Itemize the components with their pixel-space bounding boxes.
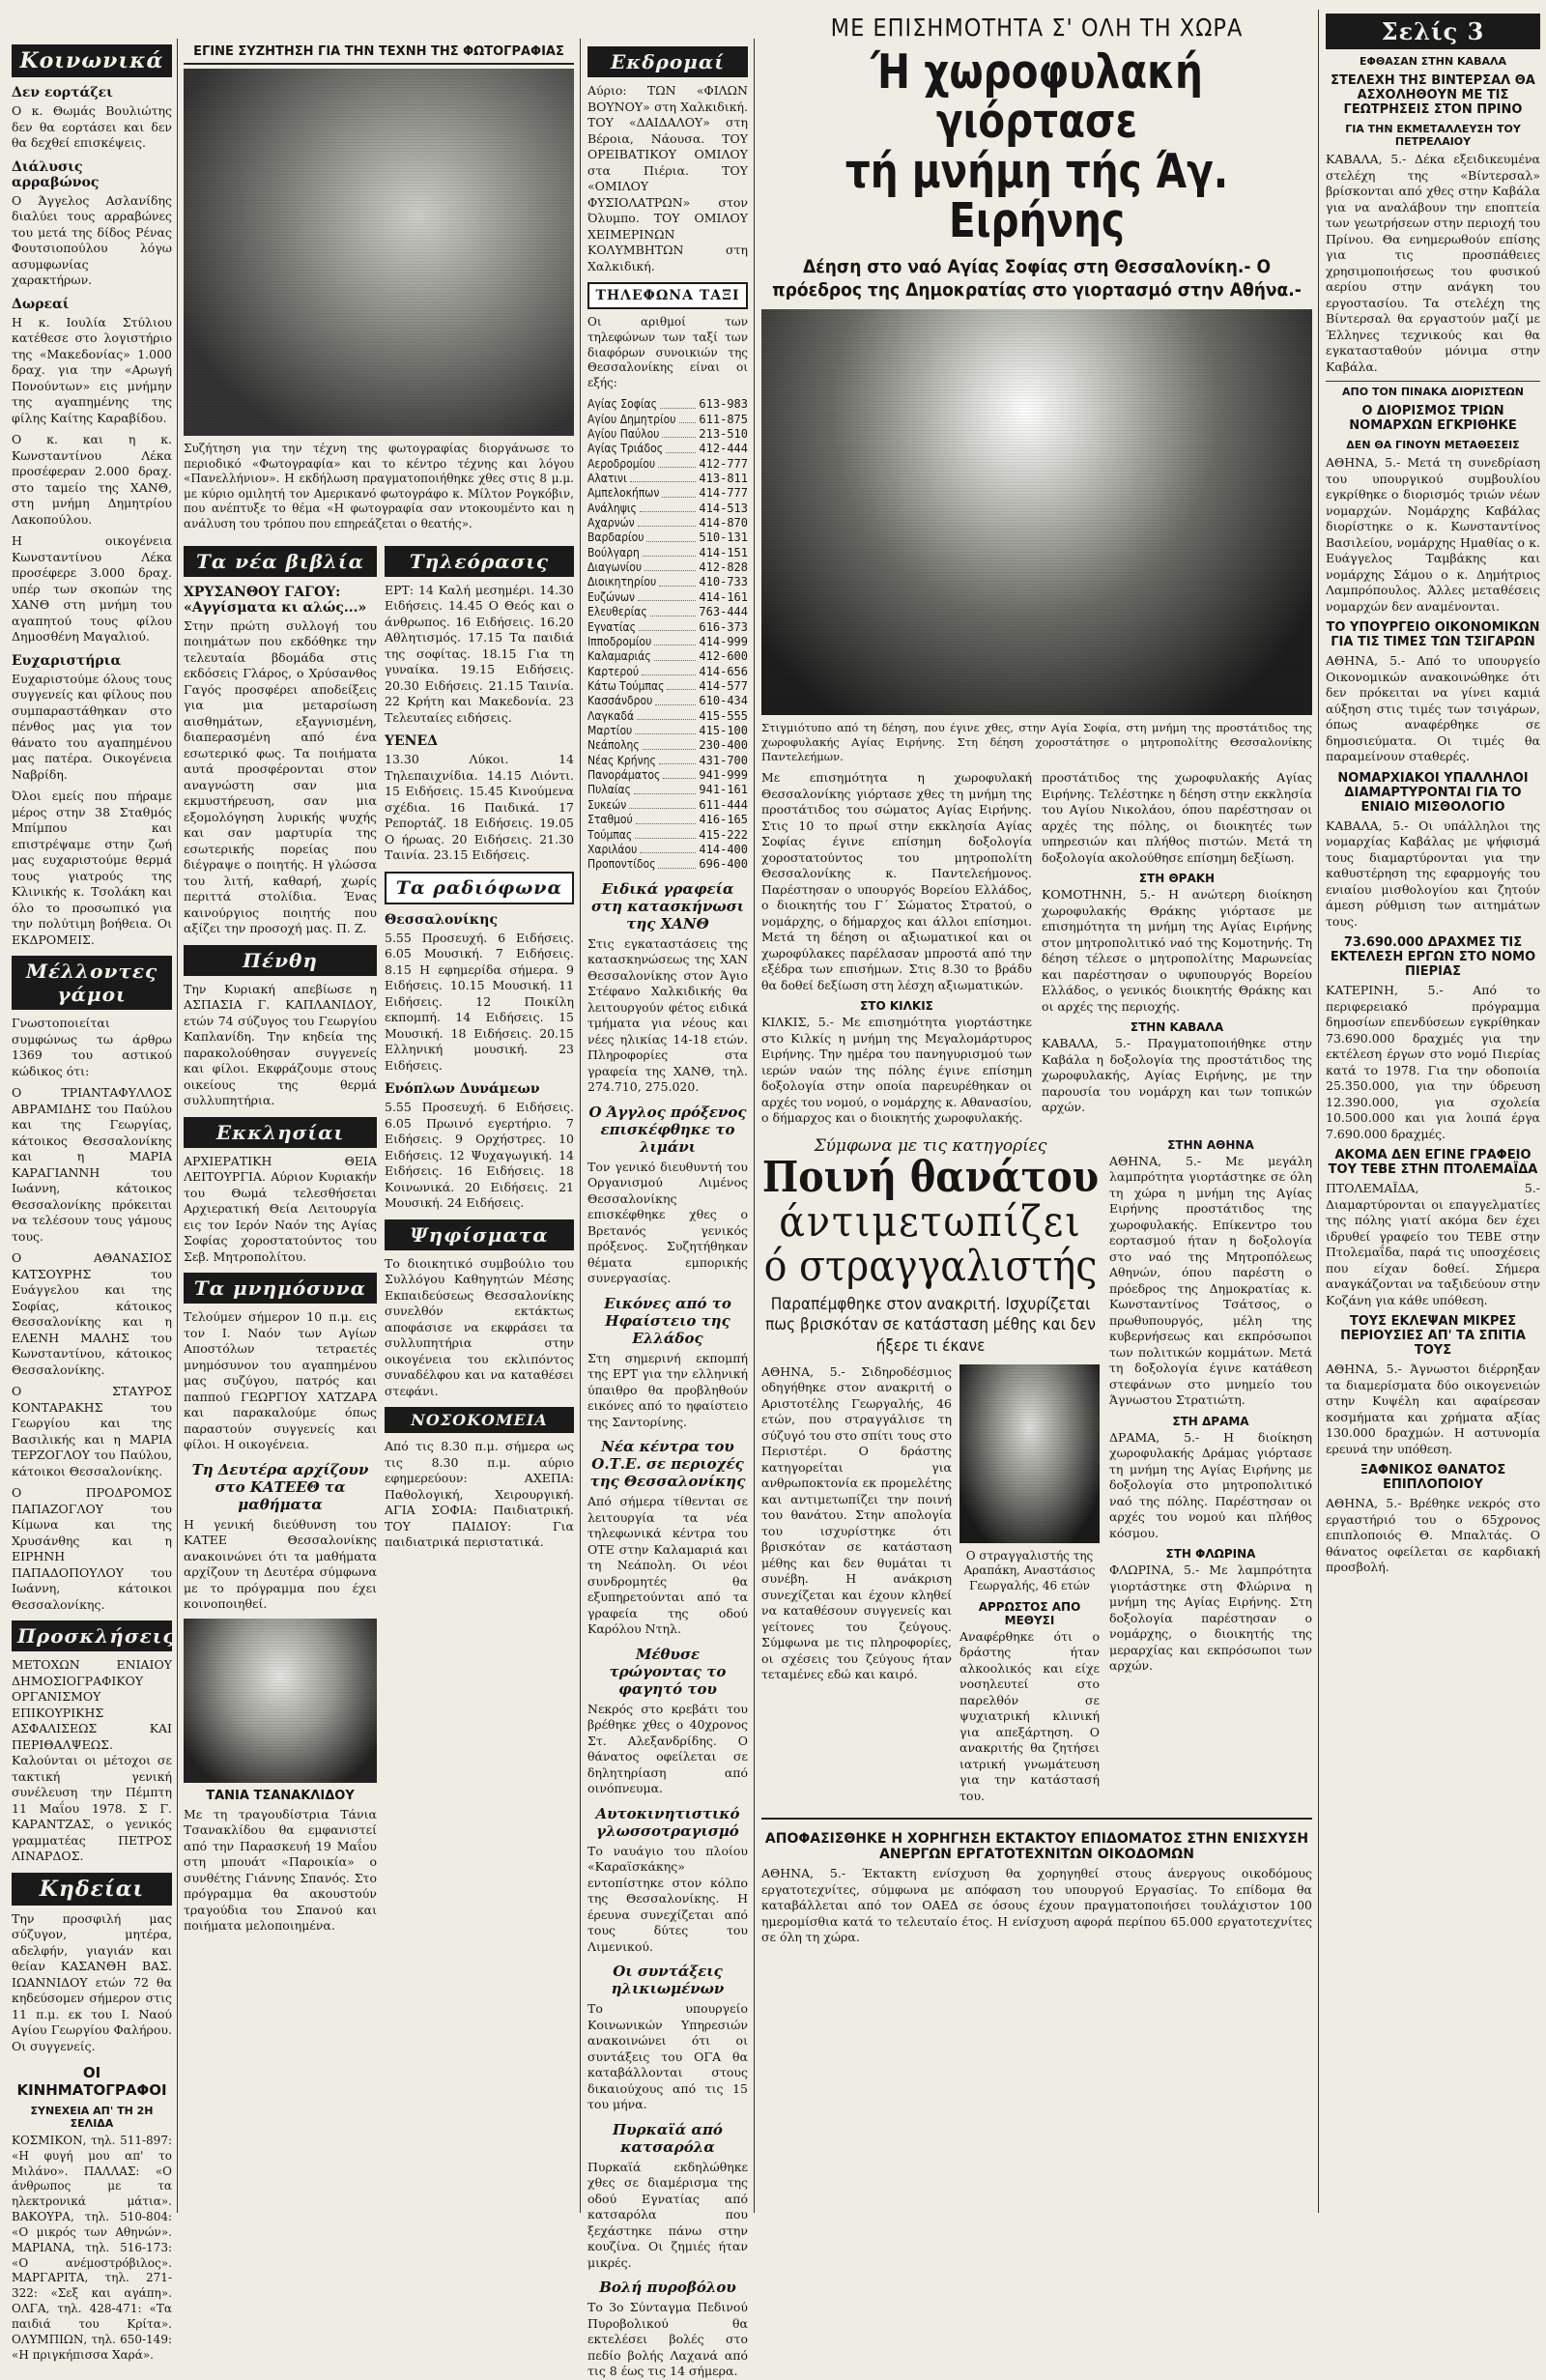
column-rule [177,39,178,2213]
taxi-phone-row [587,857,748,872]
taxi-area-name: Εγνατίας [587,619,636,634]
taxi-phone-row [587,724,748,738]
taxi-phone-row [587,694,748,708]
notice-body: Στη σημερινή εκπομπή της ΕΡΤ για την ελληνική ύπαιθρο θα προβληθούν εικόνες από το ηφαίστειο της Σαντορίνης. [587,1350,748,1429]
taxi-area-name: Σταθμού [587,813,633,827]
taxi-area-name: Ιπποδρομίου [587,634,652,648]
column-rule [580,39,581,2213]
taxi-phone-number: 213-510 [699,426,748,441]
main-body-b: προστάτιδος της χωροφυλακής Αγίας Ειρήνης. Τελέστηκε η δέηση στην εκκλησία του Αγίου Νικολάου, όπου παρέστησαν οι αρχές της πόλης, οι διοικητές των υπηρεσιών και πλήθος πιστών. Μετά τη δοξολογία ακολούθησε επίσημη δεξίωση. [1042,770,1312,865]
taxi-area-name: Ανάληψις [587,501,637,515]
taxi-area-name: Αγίου Δημητρίου [587,412,676,426]
section-banner-weddings: Μέλλοντες γάμοι [12,956,172,1010]
taxi-phone-number: 412-828 [699,560,748,575]
taxi-phone-row [587,502,748,516]
dot-leader [635,724,696,734]
dot-leader [643,546,697,557]
story-kicker: ΕΦΘΑΣΑΝ ΣΤΗΝ ΚΑΒΑΛΑ [1359,55,1506,68]
taxi-area-name: Μαρτίου [587,724,633,738]
dot-leader [642,665,696,675]
notice-title: Πυρκαϊά από κατσαρόλα [613,2120,723,2156]
taxi-phone-row [587,530,748,545]
notice-title: Οι συντάξεις ηλικιωμένων [611,1963,725,1998]
dot-leader [662,486,696,497]
forces-radio-title: Ενόπλων Δυνάμεων [385,1081,540,1098]
dot-leader [658,857,696,868]
section-banner-memorials: Τα μνημόσυνα [184,1273,377,1304]
kavala-body: ΚΑΒΑΛΑ, 5.- Πραγματοποιήθηκε στην Καβάλα η δοξολογία της προστάτιδος της χωροφυλακής, Αγίας Ειρήνης, με την παρουσία του νομάρχη και των τοπικών αρχών. [1042,1036,1312,1115]
taxi-phone-row [587,442,748,456]
kilkis-dateline: ΣΤΟ ΚΙΛΚΙΣ [860,999,933,1014]
taxi-area-name: Συκεών [587,797,627,812]
main-subhead: Δέηση στο ναό Αγίας Σοφίας στη Θεσσαλονίκη.- Ο πρόεδρος της Δημοκρατίας στο γιορτασμό στην Αθήνα.- [772,255,1302,301]
item-body: Ο ΑΘΑΝΑΣΙΟΣ ΚΑΤΣΟΥΡΗΣ του Ευάγγελου και της Σοφίας, κάτοικος Θεσσαλονίκης και η ΕΛΕΝΗ ΜΑΛΗΣ του Κωνσταντίνου, κάτοικος Θεσσαλονίκης. [12,1250,172,1377]
suspect-caption: Ο στραγγαλιστής της Αραπάκη, Αναστάσιος Γεωργαλής, 46 ετών [963,1548,1096,1593]
florina-dateline: ΣΤΗ ΦΛΩΡΙΝΑ [1165,1547,1256,1562]
dot-leader [654,649,697,660]
taxi-area-name: Αεροδρομίου [587,456,656,471]
taxi-area-name: Καρτερού [587,664,640,678]
notice-title: Βολή πυροβόλου [599,2279,736,2297]
main-headline-line1: Ή χωροφυλακή γιόρτασε [871,44,1203,150]
taxi-phone-number: 413-811 [699,471,748,485]
photo-caption: Συζήτηση για την τέχνη της φωτογραφίας διοργάνωσε το περιοδικό «Φωτογραφία» και το κέντρο τέχνης και λόγου «Πανελλήνιον». Η εκδήλωση πραγματοποιήθηκε χθες στις 8 μ.μ. με κύριο ομιλητή τον Αμερικανό φωτογράφο κ. Μίλτον Ρογκόβιν, που ανέπτυξε το θέμα «Η φωτογραφία σαν ντοκουμέντο και η ανάλυση του τρόπου που επηρεάζεται ο θεατής». [184,442,574,530]
column-three [587,39,748,2379]
taxi-phone-number: 416-165 [699,813,748,827]
taxi-area-name: Αλατινι [587,471,627,485]
main-headline-line2: τή μνήμη τής Άγ. Ειρήνης [845,143,1229,249]
photo-article-heading: ΕΓΙΝΕ ΣΥΖΗΤΗΣΗ ΓΙΑ ΤΗΝ ΤΕΧΝΗ ΤΗΣ ΦΩΤΟΓΡΑΦΙΑΣ [184,44,574,65]
excursions-body: Αύριο: ΤΩΝ «ΦΙΛΩΝ ΒΟΥΝΟΥ» στη Χαλκιδική. ΤΟΥ «ΔΑΙΔΑΛΟΥ» στη Βέροια, Νάουσα. ΤΟΥ ΟΡΕΙΒΑΤΙΚΟΥ ΟΜΙΛΟΥ στα Πιέρια. ΤΟΥ «ΟΜΙΛΟΥ ΦΥΣΙΟΛΑΤΡΩΝ» στον Όλυμπο. ΤΟΥ ΟΜΙΛΟΥ ΧΕΙΜΕΡΙΝΩΝ ΚΟΛΥΜΒΗΤΩΝ στη Χαλκιδική. [587,83,748,273]
athens-dateline: ΣΤΗΝ ΑΘΗΝΑ [1167,1137,1254,1152]
taxi-area-name: Νεάπολης [587,738,640,753]
kilkis-body: ΚΙΛΚΙΣ, 5.- Με επισημότητα γιορτάστηκε στο Κιλκίς η μνήμη της Μεγαλομάρτυρος Ειρήνης. Την ημέρα του πανηγυρισμού των ιερών ναών της πόλης έγινε επίσημη δοξολογία στην οποία παρευρέθηκαν οι αρχές του νομού, ο νομάρχης κ. Αθανασίου, ο δήμαρχος και ο διοικητής χωροφυλακής. [761,1015,1032,1126]
item-body: ΜΕΤΟΧΩΝ ΕΝΙΑΙΟΥ ΔΗΜΟΣΙΟΓΡΑΦΙΚΟΥ ΟΡΓΑΝΙΣΜΟΥ ΕΠΙΚΟΥΡΙΚΗΣ ΑΣΦΑΛΙΣΕΩΣ ΚΑΙ ΠΕΡΙΘΑΛΨΕΩΣ. Καλούνται οι μέτοχοι σε τακτική γενική συνέλευση την Πέμπτη 11 Μαΐου 1978. Σ Γ. ΚΑΡΑΝΤΖΑΣ, ο γενικός γραμματέας ΠΕΤΡΟΣ ΛΙΝΑΡΔΟΣ. [12,1657,172,1863]
aid-body: ΑΘΗΝΑ, 5.- Έκτακτη ενίσχυση θα χορηγηθεί στους άνεργους οικοδόμους εργατοτεχνίτες, σύμφωνα με απόφαση του υπουργού Εργασίας. Το επίδομα θα καταβάλλεται από τον ΟΑΕΔ σε όσους έχουν πραγματοποιήσει τουλάχιστον 100 ημερομίσθια κατά το τελευταίο έτος. Η ενίσχυση αφορά περίπου 65.000 εργατοτεχνίτες σε όλη τη χώρα. [761,1866,1312,1945]
taxi-phone-row [587,590,748,605]
story-body: ΚΑΒΑΛΑ, 5.- Οι υπάλληλοι της νομαρχίας Καβάλας με ψήφισμά τους διαμαρτύρονται για την καθυστέρηση της εφαρμογής του ενιαίου μισθολογίου και ζητούν άμεση ρύθμιση των αιτημάτων τους. [1326,817,1540,929]
story-body: ΚΑΤΕΡΙΝΗ, 5.- Από το περιφερειακό πρόγραμμα δημοσίων επενδύσεων εγκρίθηκαν 73.690.000 δραχμές για την εκτέλεση έργων στο νομό Πιερίας κατά το 1978. Για την οδοποιία 25.350.000, για την ύδρευση 12.390.000, για σχολεία 10.500.000 και για λοιπά έργα 7.690.000 δραχμές. [1326,983,1540,1141]
death-kicker: Σύμφωνα με τις κατηγορίες [814,1135,1047,1156]
taxi-phone-row [587,560,748,575]
taxi-area-name: Αγίου Παύλου [587,426,660,441]
dot-leader [644,560,696,571]
singer-portrait [184,1619,377,1783]
taxi-phone-number: 941-161 [699,783,748,797]
taxi-phone-row [587,813,748,827]
right-column [1326,14,1540,2213]
portrait-name: ΤΑΝΙΑ ΤΣΑΝΑΚΛΙΔΟΥ [206,1788,355,1803]
dot-leader [643,738,697,749]
yened-schedule: 13.30 Λύκοι. 14 Τηλεπαιχνίδια. 14.15 Λιόντι. 15 Ειδήσεις. 15.45 Κινούμενα σχέδια. 16 Παιδικά. 17 Ρεπορτάζ. 18 Ειδήσεις. 19.05 Ο ήρωας. 20 Ειδήσεις. 21.30 Ταινία. 23.15 Ειδήσεις. [385,752,574,863]
dot-leader [629,798,696,809]
section-banner-television: Τηλεόρασις [385,546,574,577]
taxi-phone-number: 230-400 [699,738,748,753]
story-body: ΚΑΒΑΛΑ, 5.- Δέκα εξειδικευμένα στελέχη της «Βίντερσαλ» βρίσκονται από χθες στην Καβάλα για να αναλάβουν την εποπτεία των γεωτρήσεων στην περιοχή του Πρίνου. Θα ενημερωθούν επίσης για τις προσπάθειες χρησιμοποιήσεως του φυσικού αερίου στην ανάγκη του εργοστασίου. Τα στελέχη της Βίντερσαλ θα εργαστούν μαζί με Έλληνες τεχνικούς και θα εγκατασταθούν μόνιμα στην Καβάλα. [1326,152,1540,374]
notice-body: Τον γενικό διευθυντή του Οργανισμού Λιμένος Θεσσαλονίκης επισκέφθηκε χθες ο Βρετανός γενικός πρόξενος. Συζητήθηκαν θέματα εμπορικής συνεργασίας. [587,1159,748,1286]
taxi-area-name: Τούμπας [587,827,633,842]
dot-leader [659,754,697,764]
dot-leader [654,635,696,645]
dot-leader [659,575,696,586]
taxi-phone-row [587,649,748,664]
story-body: ΑΘΗΝΑ, 5.- Βρέθηκε νεκρός στο εργαστήριό του ο 65χρονος επιπλοποιός Θ. Μπαλτάς. Ο θάνατος οφείλεται σε καρδιακή προσβολή. [1326,1496,1540,1574]
forces-radio-schedule: 5.55 Προσευχή. 6 Ειδήσεις. 6.05 Πρωινό εγερτήριο. 7 Ειδήσεις. 9 Ορχήστρες. 10 Ειδήσεις. 12 Ψυχαγωγική. 14 Ειδήσεις. 16 Ειδήσεις. 18 Κοινωνικά. 20 Ειδήσεις. 21 Μουσική. 24 Ειδήσεις. [385,1100,574,1211]
notice-title: Ειδικά γραφεία στη κατασκήνωσι της ΧΑΝΘ [591,879,744,932]
dot-leader [679,413,697,423]
taxi-phone-number: 415-222 [699,827,748,842]
taxi-phone-number: 696-400 [699,857,748,872]
drama-dateline: ΣΤΗ ΔΡΑΜΑ [1172,1414,1249,1428]
taxi-area-name: Ελευθερίας [587,605,647,619]
taxi-phone-number: 414-656 [699,664,748,678]
taxi-phone-number: 510-131 [699,530,748,545]
dot-leader [636,813,697,823]
cinema-listings: ΚΟΣΜΙΚΟΝ, τηλ. 511-897: «Η φυγή μου απ' το Μιλάνο». ΠΑΛΛΑΣ: «Ο άνθρωπος με τα ηλεκτρονικά μάτια». ΒΑΚΟΥΡΑ, τηλ. 510-804: «Ο μικρός των Αθηνών». ΜΑΡΙΑΝΑ, τηλ. 516-173: «Ο ανέμοστρόβιλος». ΜΑΡΓΑΡΙΤΑ, τηλ. 271-322: «Σεξ και αγάπη». ΟΛΓΑ, τηλ. 428-471: «Τα παιδιά του Κρίτα». ΟΛΥΜΠΙΩΝ, τηλ. 650-149: «Η πριγκήπισσα Χαρά». [12,2134,172,2362]
taxi-area-name: Αγίας Τριάδος [587,442,664,456]
book-title: ΧΡΥΣΑΝΘΟΥ ΓΑΓΟΥ: «Αγγίσματα κι αλώς...» [184,584,367,616]
taxi-area-name: Αχαρνών [587,516,635,530]
radio-schedule: 5.55 Προσευχή. 6 Ειδήσεις. 6.05 Μουσική. 7 Ειδήσεις. 8.15 Η εφημερίδα σήμερα. 9 Ειδήσεις. 10.15 Μουσική. 11 Ειδήσεις. 12 Ποικίλη εκπομπή. 14 Ειδήσεις. 15 Μουσική. 18 Ειδήσεις. 20.15 Ελληνική μουσική. 23 Ειδήσεις. [385,930,574,1073]
taxi-area-name: Κάτω Τούμπας [587,678,665,693]
taxi-area-name: Χαριλάου [587,842,638,856]
athens-body: ΑΘΗΝΑ, 5.- Με μεγάλη λαμπρότητα γιορτάστηκε σε όλη τη χώρα η μνήμη της Αγίας Ειρήνης προστάτιδος της χωροφυλακής. Επίκεντρο του εορτασμού ήταν η δοξολογία στο ναό της Μητροπόλεως Αθηνών, όπου παρέστη ο πρόεδρος της Δημοκρατίας κ. Κωνσταντίνος Τσάτσος, ο πρωθυπουργός, μέλη της κυβερνήσεως και εκπρόσωποι των πολιτικών κομμάτων. Μετά τη δοξολογία έγινε κατάθεση στεφάνων στο μνημείο του Άγνωστου Στρατιώτη. [1109,1153,1312,1408]
death-body: ΑΘΗΝΑ, 5.- Σιδηροδέσμιος οδηγήθηκε στον ανακριτή ο Αριστοτέλης Γεωργαλής, 46 ετών, που στραγγάλισε τη σύζυγό του στο σπίτι τους στο Περιστέρι. Ο δράστης κατηγορείται για ανθρωποκτονία εκ προμελέτης και αντιμετωπίζει την ποινή του θανάτου. Στην απολογία του ισχυρίστηκε ότι βρισκόταν σε κατάσταση μέθης και δεν θυμάται τι συνέβη. Η ανάκριση συνεχίζεται και έχουν κληθεί να καταθέσουν συγγενείς και γείτονες του ζεύγους. Σύμφωνα με τις πληροφορίες, οι σχέσεις του ζεύγους ήταν τεταμένες εδώ και καιρό. [761,1363,952,1682]
story-title: ΑΚΟΜΑ ΔΕΝ ΕΓΙΝΕ ΓΡΑΦΕΙΟ ΤΟΥ ΤΕΒΕ ΣΤΗΝ ΠΤΟΛΕΜΑΪΔΑ [1328,1148,1538,1177]
drama-body: ΔΡΑΜΑ, 5.- Η διοίκηση χωροφυλακής Δράμας γιόρτασε τη μνήμη της Αγίας Ειρήνης με δοξολογία στο μητροπολιτικό ναό της πόλης. Παρέστησαν οι αρχές του νομού και πλήθος κόσμου. [1109,1429,1312,1540]
hospitals-body: Από τις 8.30 π.μ. σήμερα ως τις 8.30 π.μ. αύριο εφημερεύουν: ΑΧΕΠΑ: Παθολογική, Χειρουργική. ΑΓΙΑ ΣΟΦΙΑ: Παιδιατρική. ΤΟΥ ΠΑΙΔΙΟΥ: Για παιδιατρικά περιστατικά. [385,1439,574,1550]
notice-body: Νεκρός στο κρεβάτι του βρέθηκε χθες ο 40χρονος Στ. Αλεξανδρίδης. Ο θάνατος οφείλεται σε δηλητηρίαση από οινόπνευμα. [587,1701,748,1796]
item-title: Δωρεαί [12,296,70,312]
dot-leader [666,442,696,452]
taxi-phone-number: 412-600 [699,649,748,664]
taxi-phone-row [587,486,748,501]
item-body: Η κ. Ιουλία Στύλιου κατέθεσε στο λογιστήριο της «Μακεδονίας» 1.000 δραχ. για την «Αρωγή Πονούντων» εις μνήμην της αγαπημένης της φίλης Καίτης Καραβίδου. [12,314,172,425]
taxi-phone-number: 414-870 [699,516,748,530]
notice-title: Εικόνες από το Ηφαίστειο της Ελλάδος [604,1294,731,1347]
dot-leader [640,502,697,512]
dot-leader [663,768,696,779]
taxi-phone-number: 410-733 [699,575,748,589]
left-column [12,39,176,2362]
taxi-area-name: Κασσάνδρου [587,694,653,708]
taxi-phone-number: 610-434 [699,694,748,708]
yened-title: ΥΕΝΕΔ [385,733,438,750]
notice-body: Στις εγκαταστάσεις της κατασκηνώσεως της ΧΑΝ Θεσσαλονίκης στον Άγιο Στέφανο Χαλκιδικής θα λειτουργούν φέτος ειδικά τμήματα για νέους και νέες ηλικίας 14-18 ετών. Πληροφορίες στα γραφεία της ΧΑΝΘ, τηλ. 274.710, 275.020. [587,935,748,1095]
dot-leader [639,620,696,631]
column-two [184,39,574,2213]
section-banner-resolutions: Ψηφίσματα [385,1219,574,1250]
story-body: ΑΘΗΝΑ, 5.- Από το υπουργείο Οικονομικών ανακοινώθηκε ότι δεν πρόκειται να γίνει καμιά αύξηση στις τιμές των τσιγάρων, όπως αναφέρθηκε σε δημοσιεύματα. Οι τιμές θα παραμείνουν σταθερές. [1326,653,1540,763]
dot-leader [638,516,697,527]
memorial-body: Τελούμεν σήμερον 10 π.μ. εις τον Ι. Ναόν των Αγίων Αποστόλων τετραετές μνημόσυνον του αγαπημένου μας συζύγου, πατρός και παππού ΓΕΩΡΓΙΟΥ ΧΑΤΖΑΡΑ και παρακαλούμε όπως παραστούν συγγενείς και φίλοι. Η οικογένεια. [184,1309,377,1452]
taxi-phone-row [587,413,748,427]
tv-schedule: ΕΡΤ: 14 Καλή μεσημέρι. 14.30 Ειδήσεις. 14.45 Ο Θεός και ο άνθρωπος. 16 Ειδήσεις. 16.20 Αθλητισμός. 17.15 Τα παιδιά της σοφίτας. 18.15 Για τη γυναίκα. 19.15 Ειδήσεις. 20.30 Ειδήσεις. 21.15 Ταινία. 22 Κρήτη και Μακεδονία. 23 Τελευταίες ειδήσεις. [385,582,574,725]
section-banner-books: Τα νέα βιβλία [184,546,377,577]
section-banner-radio: Τα ραδιόφωνα [385,872,574,904]
exam-title: Τη Δευτέρα αρχίζουν στο ΚΑΤΕΕΘ τα μαθήματα [191,1460,369,1513]
story-title: ΝΟΜΑΡΧΙΑΚΟΙ ΥΠΑΛΛΗΛΟΙ ΔΙΑΜΑΡΤΥΡΟΝΤΑΙ ΓΙΑ ΤΟ ΕΝΙΑΙΟ ΜΙΣΘΟΛΟΓΙΟ [1337,770,1529,815]
exam-body: Η γενική διεύθυνση του ΚΑΤΕΕ Θεσσαλονίκης ανακοινώνει ότι τα μαθήματα αρχίζουν τη Δευτέρα σύμφωνα με το πρόγραμμα που έχει κοινοποιηθεί. [184,1516,377,1612]
book-review: Στην πρώτη συλλογή του ποιημάτων που εκδόθηκε την τελευταία βδομάδα στις εκδόσεις Γλάρος, ο Χρύσανθος Γαγός προσφέρει αποδείξεις για μια μεταρσίωση αισθημάτων, εξαγνισμένη, διαπερασμένη από ένα εσωτερικό φως. Τα ποιήματα αυτά προσφέρονται στον αναγνώστη σαν μια εκμυστήρευση, σαν μια εξομολόγηση λυρικής ψυχής και σαν μαρτυρία της εσωτερικής πορείας που διέγραψε ο ποιητής. Η γλώσσα του λιτή, καθαρή, χωρίς περιττά στολίδια. Ένας καινούργιος ποιητής που αξίζει την προσοχή μας. Π. Ζ. [184,617,377,936]
item-body: Η οικογένεια Κωνσταντίνου Λέκα προσέφερε 3.000 δραχ. υπέρ των σκοπών της ΧΑΝΘ στη μνήμη του αγαπητού τους φίλου Δημοσθένη Μαγαλιού. [12,533,172,644]
taxi-phone-number: 611-444 [699,797,748,812]
kavala-dateline: ΣΤΗΝ ΚΑΒΑΛΑ [1130,1020,1224,1035]
taxi-phone-number: 414-577 [699,678,748,693]
taxi-phone-number: 414-151 [699,545,748,559]
taxi-area-name: Πυλαίας [587,783,631,797]
notice-title: Ο Άγγλος πρόξενος επισκέφθηκε το λιμάνι [588,1103,747,1156]
dot-leader [662,427,696,438]
portrait-body: Με τη τραγουδίστρια Τάνια Τσανακλίδου θα εμφανιστεί από την Παρασκευή 19 Μαΐου στη μπουάτ «Παροικία» ο συνθέτης Γιάννης Σπανός. Στο πρόγραμμα θα ακουστούν τραγούδια του Σπανού και ποιήματα μελοποιημένα. [184,1806,377,1934]
item-body: Ο κ. και η κ. Κωνσταντίνου Λέκα προσέφεραν 2.000 δραχ. στο ταμείο της ΧΑΝΘ, στη μνήμη Δημητρίου Λακοπούλου. [12,432,172,527]
taxi-phone-row [587,397,748,412]
taxi-area-name: Βαρδαρίου [587,530,644,545]
florina-body: ΦΛΩΡΙΝΑ, 5.- Με λαμπρότητα γιορτάστηκε στη Φλώρινα η μνήμη της Αγίας Ειρήνης. Στη δοξολογία παρέστησαν ο νομάρχης, ο διοικητής της μεραρχίας και εκπρόσωποι των αρχών. [1109,1563,1312,1674]
notice-body: Το 3ο Σύνταγμα Πεδινού Πυροβολικού θα εκτελέσει βολές στο πεδίο βολής Λαχανά από τις 8 έως τις 14 σήμερα. [587,2300,748,2379]
taxi-phones-list [587,397,748,873]
main-photo-caption: Στιγμιότυπο από τη δέηση, που έγινε χθες, στην Αγία Σοφία, στη μνήμη της προστάτιδος της χωροφυλακής Αγίας Ειρήνης. Στη δέηση χοροστάτησε ο μητροπολίτης Θεσσαλονίκης Παντελεήμων. [761,721,1312,764]
story-body: ΑΘΗΝΑ, 5.- Άγνωστοι διέρρηξαν τα διαμερίσματα δύο οικογενειών στην Κυψέλη και αφαίρεσαν κοσμήματα και χρήματα αξίας 130.000 δραχμών. Η αστυνομία ερευνά την υπόθεση. [1326,1362,1540,1456]
taxi-phone-number: 431-700 [699,753,748,767]
radio-station-title: Θεσσαλονίκης [385,911,498,928]
dot-leader [667,679,696,690]
story-title: ΤΟΥΣ ΕΚΛΕΨΑΝ ΜΙΚΡΕΣ ΠΕΡΙΟΥΣΙΕΣ ΑΠ' ΤΑ ΣΠΙΤΙΑ ΤΟΥΣ [1340,1314,1526,1358]
section-banner-invitations: Προσκλήσεις [12,1620,172,1651]
notice-title: Νέα κέντρα του Ο.Τ.Ε. σε περιοχές της Θεσσαλονίκης [589,1438,746,1491]
item-body: Ο Άγγελος Ασλανίδης διαλύει τους αρραβώνες του μετά της δίδος Ρένας Φουτσιοπούλου λόγω ασυμφωνίας χαρακτήρων. [12,192,172,287]
thraki-dateline: ΣΤΗ ΘΡΑΚΗ [1138,872,1216,886]
notice-title: Αυτοκινητιστικό γλωσσοτραγισμό [595,1804,740,1840]
taxi-phones-intro: Οι αριθμοί των τηλεφώνων των ταξί των διαφόρων συνοικιών της Θεσσαλονίκης είναι οι εξής: [587,315,748,390]
cinema-title: ΟΙ ΚΙΝΗΜΑΤΟΓΡΑΦΟΙ [16,2064,167,2099]
main-body-a: Με επισημότητα η χωροφυλακή Θεσσαλονίκης γιόρτασε χθες τη μνήμη της προστάτιδος του σώματος Αγίας Ειρήνης. Στις 10 το πρωί στην εκκλησία Αγίας Σοφίας έγινε επίσημη δοξολογία χοροστατούντος του μητροπολίτη Θεσσαλονίκης κ. Παντελεήμονος. Παρέστησαν ο υπουργός Βορείου Ελλάδος, ο διοικητής του Γ΄ Σώματος Στρατού, ο νομάρχης, ο δήμαρχος και άλλοι επίσημοι. Μετά τη δέηση οι αξιωματικοί και οι χωροφύλακες παρέλασαν μπροστά από την εξέδρα των επισήμων. Στις 8.30 το βράδυ θα δοθεί δεξίωση στη λέσχη αξιωματικών. [761,770,1032,992]
main-story-area [761,14,1312,2213]
item-body: Ο ΣΤΑΥΡΟΣ ΚΟΝΤΑΡΑΚΗΣ του Γεωργίου και της Βασιλικής και η ΜΑΡΙΑ ΤΕΡΖΟΓΛΟΥ του Παύλου, κάτοικοι Θεσσαλονίκης. [12,1384,172,1478]
taxi-area-name: Αμπελοκήπων [587,486,660,501]
taxi-phone-row [587,605,748,619]
taxi-phone-row [587,620,748,635]
mourning-body: Την Κυριακή απεβίωσε η ΑΣΠΑΣΙΑ Γ. ΚΑΠΛΑΝΙΔΟΥ, ετών 74 σύζυγος του Γεωργίου Καπλανίδη. Την κηδεία της παρακολούθησαν συγγενείς και φίλοι. Εκφράζουμε στους οικείους της θερμά συλλυπητήρια. [184,981,377,1108]
resolutions-body: Το διοικητικό συμβούλιο του Συλλόγου Καθηγητών Μέσης Εκπαιδεύσεως Θεσσαλονίκης συνελθόν εκτάκτως αποφάσισε να εκφράσει τα συλλυπητήρια στην οικογένεια του εκλιπόντος συναδέλφου και να καταθέσει στεφάνι. [385,1255,574,1398]
notice-body: Το ναυάγιο του πλοίου «Καραϊσκάκης» εντοπίστηκε στον κόλπο της Θεσσαλονίκης. Η έρευνα συνεχίζεται από τους δύτες του Λιμενικού. [587,1843,748,1954]
taxi-phone-row [587,828,748,843]
taxi-phone-row [587,665,748,679]
dot-leader [658,457,696,468]
taxi-phone-number: 414-400 [699,842,748,856]
taxi-phone-row [587,709,748,724]
death-headline-line2: άντιμετωπίζει [779,1196,1082,1247]
taxi-area-name: Νέας Κρήνης [587,753,656,767]
story-title: ΤΟ ΥΠΟΥΡΓΕΙΟ ΟΙΚΟΝΟΜΙΚΩΝ ΓΙΑ ΤΙΣ ΤΙΜΕΣ ΤΩΝ ΤΣΙΓΑΡΩΝ [1326,620,1540,649]
cinema-subtitle: ΣΥΝΕΧΕΙΑ ΑΠ' ΤΗ 2Η ΣΕΛΙΔΑ [30,2105,154,2130]
taxi-phone-row [587,783,748,797]
taxi-phone-row [587,768,748,783]
item-body: Ο ΠΡΟΔΡΟΜΟΣ ΠΑΠΑΖΟΓΛΟΥ του Κίμωνα και της Χρυσάνθης και η ΕΙΡΗΝΗ ΠΑΠΑΔΟΠΟΥΛΟΥ του Ιωάννη, κάτοικοι Θεσσαλονίκης. [12,1485,172,1612]
photography-event-photo [184,69,574,436]
taxi-phone-row [587,635,748,649]
dot-leader [637,709,696,720]
item-body: Ο κ. Θωμάς Βουλιώτης δεν θα εορτάσει και δεν θα δεχθεί επισκέψεις. [12,103,172,150]
main-kicker: ΜΕ ΕΠΙΣΗΜΟΤΗΤΑ Σ' ΟΛΗ ΤΗ ΧΩΡΑ [830,14,1244,42]
column-rule [754,39,755,2213]
dot-leader [630,472,697,482]
taxi-phone-row [587,457,748,472]
story-title: 73.690.000 ΔΡΑΧΜΕΣ ΤΙΣ ΕΚΤΕΛΕΣΗ ΕΡΓΩΝ ΣΤΟ ΝΟΜΟ ΠΙΕΡΙΑΣ [1330,935,1536,979]
section-banner-hospitals: ΝΟΣΟΚΟΜΕΙΑ [385,1407,574,1433]
death-headline-line3: ό στραγγαλιστής [763,1241,1098,1291]
story-title: ΞΑΦΝΙΚΟΣ ΘΑΝΑΤΟΣ ΕΠΙΠΛΟΠΟΙΟΥ [1360,1463,1506,1492]
story-subtitle: ΔΕΝ ΘΑ ΓΙΝΟΥΝ ΜΕΤΑΘΕΣΕΙΣ [1346,439,1520,451]
taxi-phone-row [587,472,748,486]
church-ceremony-photo [761,309,1312,715]
section-banner-mourning: Πένθη [184,945,377,976]
section-banner-funerals: Κηδείαι [12,1873,172,1906]
death-subhead: Παραπέμφθηκε στον ανακριτή. Ισχυρίζεται πως βρισκόταν σε κατάσταση μέθης και δεν ήξερε τι έκανε [765,1295,1096,1356]
item-body: Ευχαριστούμε όλους τους συγγενείς και φίλους που συμπαραστάθηκαν στο πένθος μας για τον θάνατο του αγαπημένου μας πατέρα. Οικογένεια Ναβρίδη. [12,671,172,782]
item-body: Γνωστοποιείται συμφώνως τω άρθρω 1369 του αστικού κώδικος ότι: [12,1016,172,1078]
taxi-phone-number: 414-161 [699,589,748,604]
church-body: ΑΡΧΙΕΡΑΤΙΚΗ ΘΕΙΑ ΛΕΙΤΟΥΡΓΙΑ. Αύριον Κυριακήν του Θωμά τελεσθήσεται Αρχιερατική Θεία Λειτουργία εις τον Ιερόν Ναόν της Αγίας Σοφίας χοροστατούντος του Σεβ. Μητροπολίτου. [184,1153,377,1264]
taxi-phone-row [587,575,748,589]
taxi-area-name: Αγίας Σοφίας [587,397,657,412]
column-rule [1318,10,1319,2213]
section-banner-churches: Εκκλησίαι [184,1117,377,1148]
taxi-phone-row [587,754,748,768]
item-body: Την προσφιλή μας σύζυγον, μητέρα, αδελφήν, γιαγιάν και θείαν ΚΑΣΑΝΘΗ ΒΑΣ. ΙΩΑΝΝΙΔΟΥ ετών 72 θα κηδεύσομεν σήμερον στις 11 π.μ. εκ του Ι. Ναού Αγίου Γεωργίου Φαλήρου. Οι συγγενείς. [12,1910,172,2053]
aid-headline: ΑΠΟΦΑΣΙΣΘΗΚΕ Η ΧΟΡΗΓΗΣΗ ΕΚΤΑΚΤΟΥ ΕΠΙΔΟΜΑΤΟΣ ΣΤΗΝ ΕΝΙΣΧΥΣΗ ΑΝΕΡΓΩΝ ΕΡΓΑΤΟΤΕΧΝΙΤΩΝ ΟΙΚΟΔΟΜΩΝ [764,1831,1309,1863]
taxi-phone-number: 763-444 [699,605,748,619]
item-title: Διάλυσις αρραβώνος [12,158,100,190]
taxi-area-name: Βούλγαρη [587,545,640,559]
notice-body: Πυρκαϊά εκδηλώθηκε χθες σε διαμέρισμα της οδού Εγνατίας από κατσαρόλα που ξεχάστηκε πάνω στην κουζίνα. Οι ζημιές ήταν μικρές. [587,2159,748,2270]
story-title: ΣΤΕΛΕΧΗ ΤΗΣ ΒΙΝΤΕΡΣΑΛ ΘΑ ΑΣΧΟΛΗΘΟΥΝ ΜΕ ΤΙΣ ΓΕΩΤΡΗΣΕΙΣ ΣΤΟΝ ΠΡΙΝΟ [1331,73,1535,117]
thraki-body: ΚΟΜΟΤΗΝΗ, 5.- Η ανώτερη διοίκηση χωροφυλακής Θράκης γιόρτασε με επισημότητα τη μνήμη της Αγίας Ειρήνης στον μητροπολιτικό ναό της Κομοτηνής. Τη δέηση τέλεσε ο μητροπολίτης Μαρωνείας και παρέστησαν ο υφυπουργός Βορείου Ελλάδος, ο γενικός διοικητής Θράκης και οι αρχές της περιοχής. [1042,887,1312,1014]
item-title: Δεν εορτάζει [12,85,113,100]
story-body: ΠΤΟΛΕΜΑΪΔΑ, 5.- Διαμαρτύρονται οι επαγγελματίες της πόλης γιατί ακόμα δεν έχει ιδρυθεί γραφείο του ΤΕΒΕ στην Πτολεμαΐδα, παρά τις υποσχέσεις που είχαν δοθεί. Σήμερα αναγκάζονται να ταξιδεύουν στην Κοζάνη για κάθε υπόθεση. [1326,1181,1540,1307]
section-banner-excursions: Εκδρομαί [587,46,748,77]
taxi-phone-row [587,738,748,753]
taxi-area-name: Πανοράματος [587,768,661,783]
drunk-body: Αναφέρθηκε ότι ο δράστης ήταν αλκοολικός και είχε νοσηλευτεί στο παρελθόν σε ψυχιατρική κλινική για απεξάρτηση. Ο ανακριτής θα ζητήσει ιατρική γνωμάτευση για την κατάστασή του. [959,1628,1100,1803]
taxi-phone-number: 415-100 [699,724,748,738]
death-headline-line1: Ποινή θανάτου [761,1152,1100,1202]
taxi-area-name: Καλαμαριάς [587,649,651,664]
taxi-phone-number: 616-373 [699,619,748,634]
taxi-phone-number: 613-983 [699,397,748,412]
page-number-label: Σελίς 3 [1326,14,1540,49]
taxi-phone-number: 412-777 [699,456,748,471]
notice-title: Μέθυσε τρώγοντας το φαγητό του [609,1645,727,1698]
dot-leader [635,828,696,839]
taxi-phone-row [587,843,748,857]
dot-leader [640,843,696,853]
dot-leader [660,397,696,408]
taxi-phone-number: 414-777 [699,486,748,501]
notice-body: Από σήμερα τίθενται σε λειτουργία τα νέα τηλεφωνικά κέντρα του ΟΤΕ στην Καλαμαριά και τη Νεάπολη. Οι νέοι συνδρομητές θα εξυπηρετούνται από τα γραφεία της οδού Καρόλου Ντηλ. [587,1494,748,1637]
taxi-phone-number: 611-875 [699,412,748,426]
taxi-area-name: Προποντίδος [587,857,656,872]
item-title: Ευχαριστήρια [12,652,122,669]
dot-leader [634,783,696,793]
taxi-phone-row [587,546,748,560]
item-body: Ο ΤΡΙΑΝΤΑΦΥΛΛΟΣ ΑΒΡΑΜΙΔΗΣ του Παύλου και της Γεωργίας, κάτοικος Θεσσαλονίκης και η ΜΑΡΙΑ ΚΑΡΑΓΙΑΝΝΗ του Ιωάννη, κάτοικος Θεσσαλονίκης πρόκειται να τελέσουν τους γάμους τους. [12,1085,172,1244]
taxi-phone-number: 412-444 [699,442,748,456]
section-banner-social: Κοινωνικά [12,44,172,77]
story-kicker: ΑΠΟ ΤΟΝ ΠΙΝΑΚΑ ΔΙΟΡΙΣΤΕΩΝ [1326,381,1540,398]
suspect-portrait [959,1364,1100,1543]
taxi-phone-row [587,798,748,813]
taxi-phone-number: 941-999 [699,768,748,783]
taxi-area-name: Ευζώνων [587,589,636,604]
taxi-phone-number: 414-513 [699,501,748,515]
dot-leader [638,590,696,601]
story-title: Ο ΔΙΟΡΙΣΜΟΣ ΤΡΙΩΝ ΝΟΜΑΡΧΩΝ ΕΓΚΡΙΘΗΚΕ [1349,404,1517,433]
taxi-phone-row [587,427,748,442]
taxi-phone-number: 415-555 [699,708,748,723]
dot-leader [655,694,696,704]
taxi-phones-title: ΤΗΛΕΦΩΝΑ ΤΑΞΙ [587,282,748,309]
story-subtitle: ΓΙΑ ΤΗΝ ΕΚΜΕΤΑΛΛΕΥΣΗ ΤΟΥ ΠΕΤΡΕΛΑΙΟΥ [1345,123,1521,148]
taxi-phone-row [587,679,748,694]
taxi-area-name: Διαγωνίου [587,560,643,575]
taxi-phone-number: 414-999 [699,634,748,648]
drunk-dateline: ΑΡΡΩΣΤΟΣ ΑΠΟ ΜΕΘΥΣΙ [978,1599,1081,1627]
item-body: Όλοι εμείς που πήραμε μέρος στην 38 Σταθμός Μπίμπου και επιστρέψαμε στην ζωή μας ευχαριστούμε θερμά τους γιατρούς της Κλινικής κ. Τσολάκη και όλο το προσωπικό για την πολύτιμη βοήθεια. Οι ΕΚΔΡΟΜΕΙΣ. [12,789,172,947]
dot-leader [646,530,696,541]
taxi-area-name: Διοικητηρίου [587,575,657,589]
dot-leader [650,605,697,616]
notice-body: Το υπουργείο Κοινωνικών Υπηρεσιών ανακοινώνει ότι οι συντάξεις του ΟΓΑ θα καταβάλλονται στους δικαιούχους από τις 15 του μήνα. [587,2001,748,2112]
story-body: ΑΘΗΝΑ, 5.- Μετά τη συνεδρίαση του υπουργικού συμβουλίου εγκρίθηκε ο διορισμός τριών νέων νομαρχών. Νομάρχης Καβάλας διορίστηκε ο κ. Κωνσταντίνος Βασιλείου, νομάρχης Ημαθίας ο κ. Ευάγγελος Ταμβάκης και νομάρχης Σάμου ο κ. Δημήτριος Λαμπρόπουλος. Άλλες μεταθέσεις νομαρχών δεν αναμένονται. [1326,455,1540,614]
taxi-phone-row [587,516,748,530]
taxi-area-name: Λαγκαδά [587,708,635,723]
